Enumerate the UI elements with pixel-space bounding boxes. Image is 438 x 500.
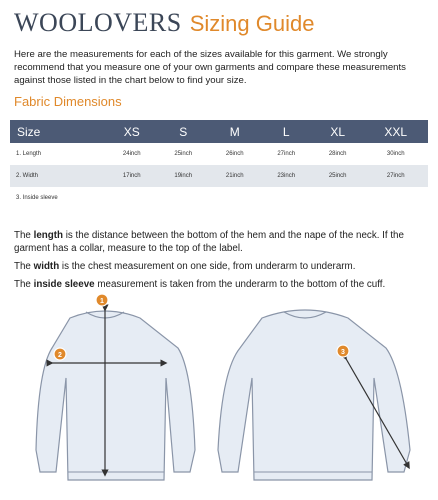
measurement-notes (14, 229, 428, 296)
table-cell (157, 187, 208, 209)
col-header-xs: XS (123, 124, 140, 139)
table-cell: 25inch (174, 151, 193, 157)
table-cell: 26inch (225, 151, 244, 157)
table-cell (106, 187, 157, 209)
table-cell: 19inch (174, 173, 193, 179)
table-cell: 30inch (386, 151, 405, 157)
size-table (10, 120, 428, 209)
table-cell: 17inch (122, 173, 141, 179)
table-cell: 23inch (277, 173, 296, 179)
sweater-diagram (30, 290, 430, 490)
marker-1 (96, 294, 108, 306)
row-label: 1. Length (16, 151, 42, 157)
svg-text:3: 3 (341, 349, 345, 356)
note-width: The width is the chest measurement on one side, from underarm to underarm. (14, 261, 356, 272)
row-label: 2. Width (16, 173, 39, 179)
section-title: Fabric Dimensions (14, 94, 122, 109)
table-row (10, 143, 428, 165)
col-header-s: S (179, 124, 188, 139)
table-cell: 24inch (122, 151, 141, 157)
table-cell (260, 187, 311, 209)
brand-logo: WOOLOVERS (14, 8, 182, 37)
marker-2 (54, 348, 66, 360)
col-header-size: Size (17, 124, 41, 139)
table-cell: 28inch (328, 151, 347, 157)
table-cell: 21inch (225, 173, 244, 179)
row-label: 3. Inside sleeve (16, 195, 58, 201)
front-sweater-illustration (36, 308, 195, 480)
table-cell: 27inch (386, 173, 405, 179)
col-header-m: M (229, 124, 240, 139)
svg-text:2: 2 (58, 352, 62, 359)
col-header-xl: XL (330, 124, 346, 139)
page-header (14, 8, 314, 38)
table-cell: 25inch (328, 173, 347, 179)
col-header-l: L (282, 124, 290, 139)
table-header-row (10, 120, 428, 143)
table-row (10, 187, 428, 209)
table-cell (209, 187, 260, 209)
back-sweater-illustration (218, 310, 410, 480)
svg-text:1: 1 (100, 298, 104, 305)
table-cell (363, 187, 428, 209)
note-length: The length is the distance between the bottom of the hem and the nape of the neck. If the garment has a collar, measure to the top of the label. (14, 230, 404, 254)
table-cell (312, 187, 363, 209)
intro-text: Here are the measurements for each of the sizes available for this garment. We strongly recommend that you measure one of your own garments and compare these measurements against those listed in the chart below to find your size. (14, 49, 406, 86)
marker-3 (337, 345, 349, 357)
table-cell: 27inch (277, 151, 296, 157)
col-header-xxl: XXL (384, 124, 408, 139)
table-row (10, 165, 428, 187)
note-sleeve: The inside sleeve measurement is taken from the underarm to the bottom of the cuff. (14, 279, 386, 290)
page-title: Sizing Guide (189, 11, 315, 36)
